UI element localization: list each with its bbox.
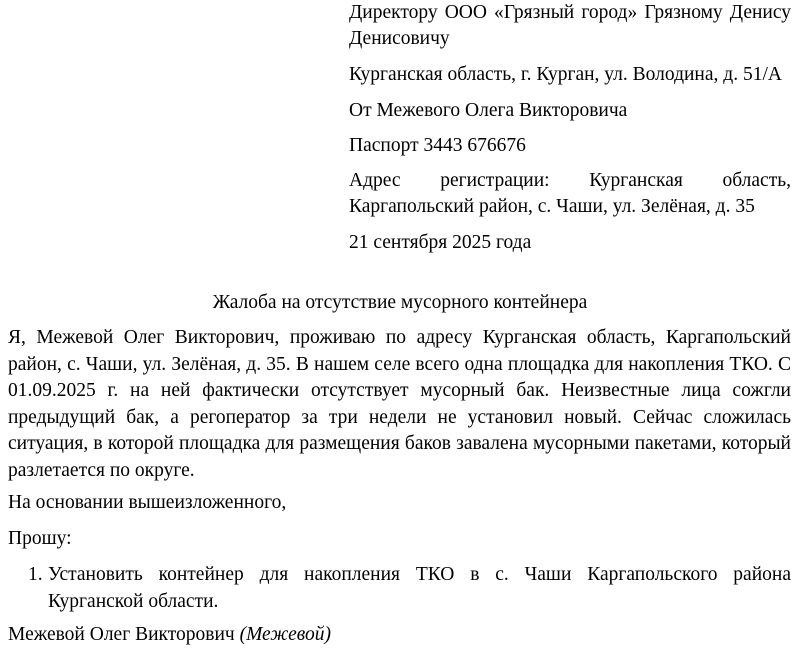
document-title: Жалоба на отсутствие мусорного контейнера <box>212 292 588 313</box>
signature-line <box>8 622 331 648</box>
handwritten-signature: (Межевой) <box>239 624 331 645</box>
basis-paragraph: На основании вышеизложенного, <box>8 492 287 513</box>
request-number: 1. <box>28 564 43 585</box>
registration-address: Адрес регистрации: Курганская область, Каргапольский район, с. Чаши, ул. Зелёная, д. 35 <box>349 170 791 217</box>
request-intro: Прошу: <box>8 528 72 549</box>
main-paragraph: Я, Межевой Олег Викторович, проживаю по адресу Курганская область, Каргапольский район, с. Чаши, ул. Зелёная, д. 35. В нашем селе всего одна площадка для накопления ТКО. С 01.09.2025 г. на ней фактически отсутствует мусорный бак. Неизвестные лица сожгли предыдущий бак, а регоператор за три недели не установил новый. Сейчас сложилась ситуация, в которой площадка для размещения баков завалена мусорными пакетами, который разлетается по округе. <box>8 327 791 481</box>
sender-line: От Межевого Олега Викторовича <box>349 100 628 121</box>
addressee-line: Директору ООО «Грязный город» Грязному Денису Денисовичу <box>349 2 791 49</box>
addressee-block <box>349 0 791 265</box>
request-item <box>8 562 791 615</box>
complaint-body <box>8 325 791 484</box>
signer-name: Межевой Олег Викторович <box>8 624 235 645</box>
document-date: 21 сентября 2025 года <box>349 232 532 253</box>
passport-line: Паспорт 3443 676676 <box>349 135 526 156</box>
addressee-address: Курганская область, г. Курган, ул. Володина, д. 51/А <box>349 64 782 85</box>
request-text: Установить контейнер для накопления ТКО в с. Чаши Каргапольского района Курганской области. <box>48 564 791 612</box>
request-list <box>8 562 791 615</box>
